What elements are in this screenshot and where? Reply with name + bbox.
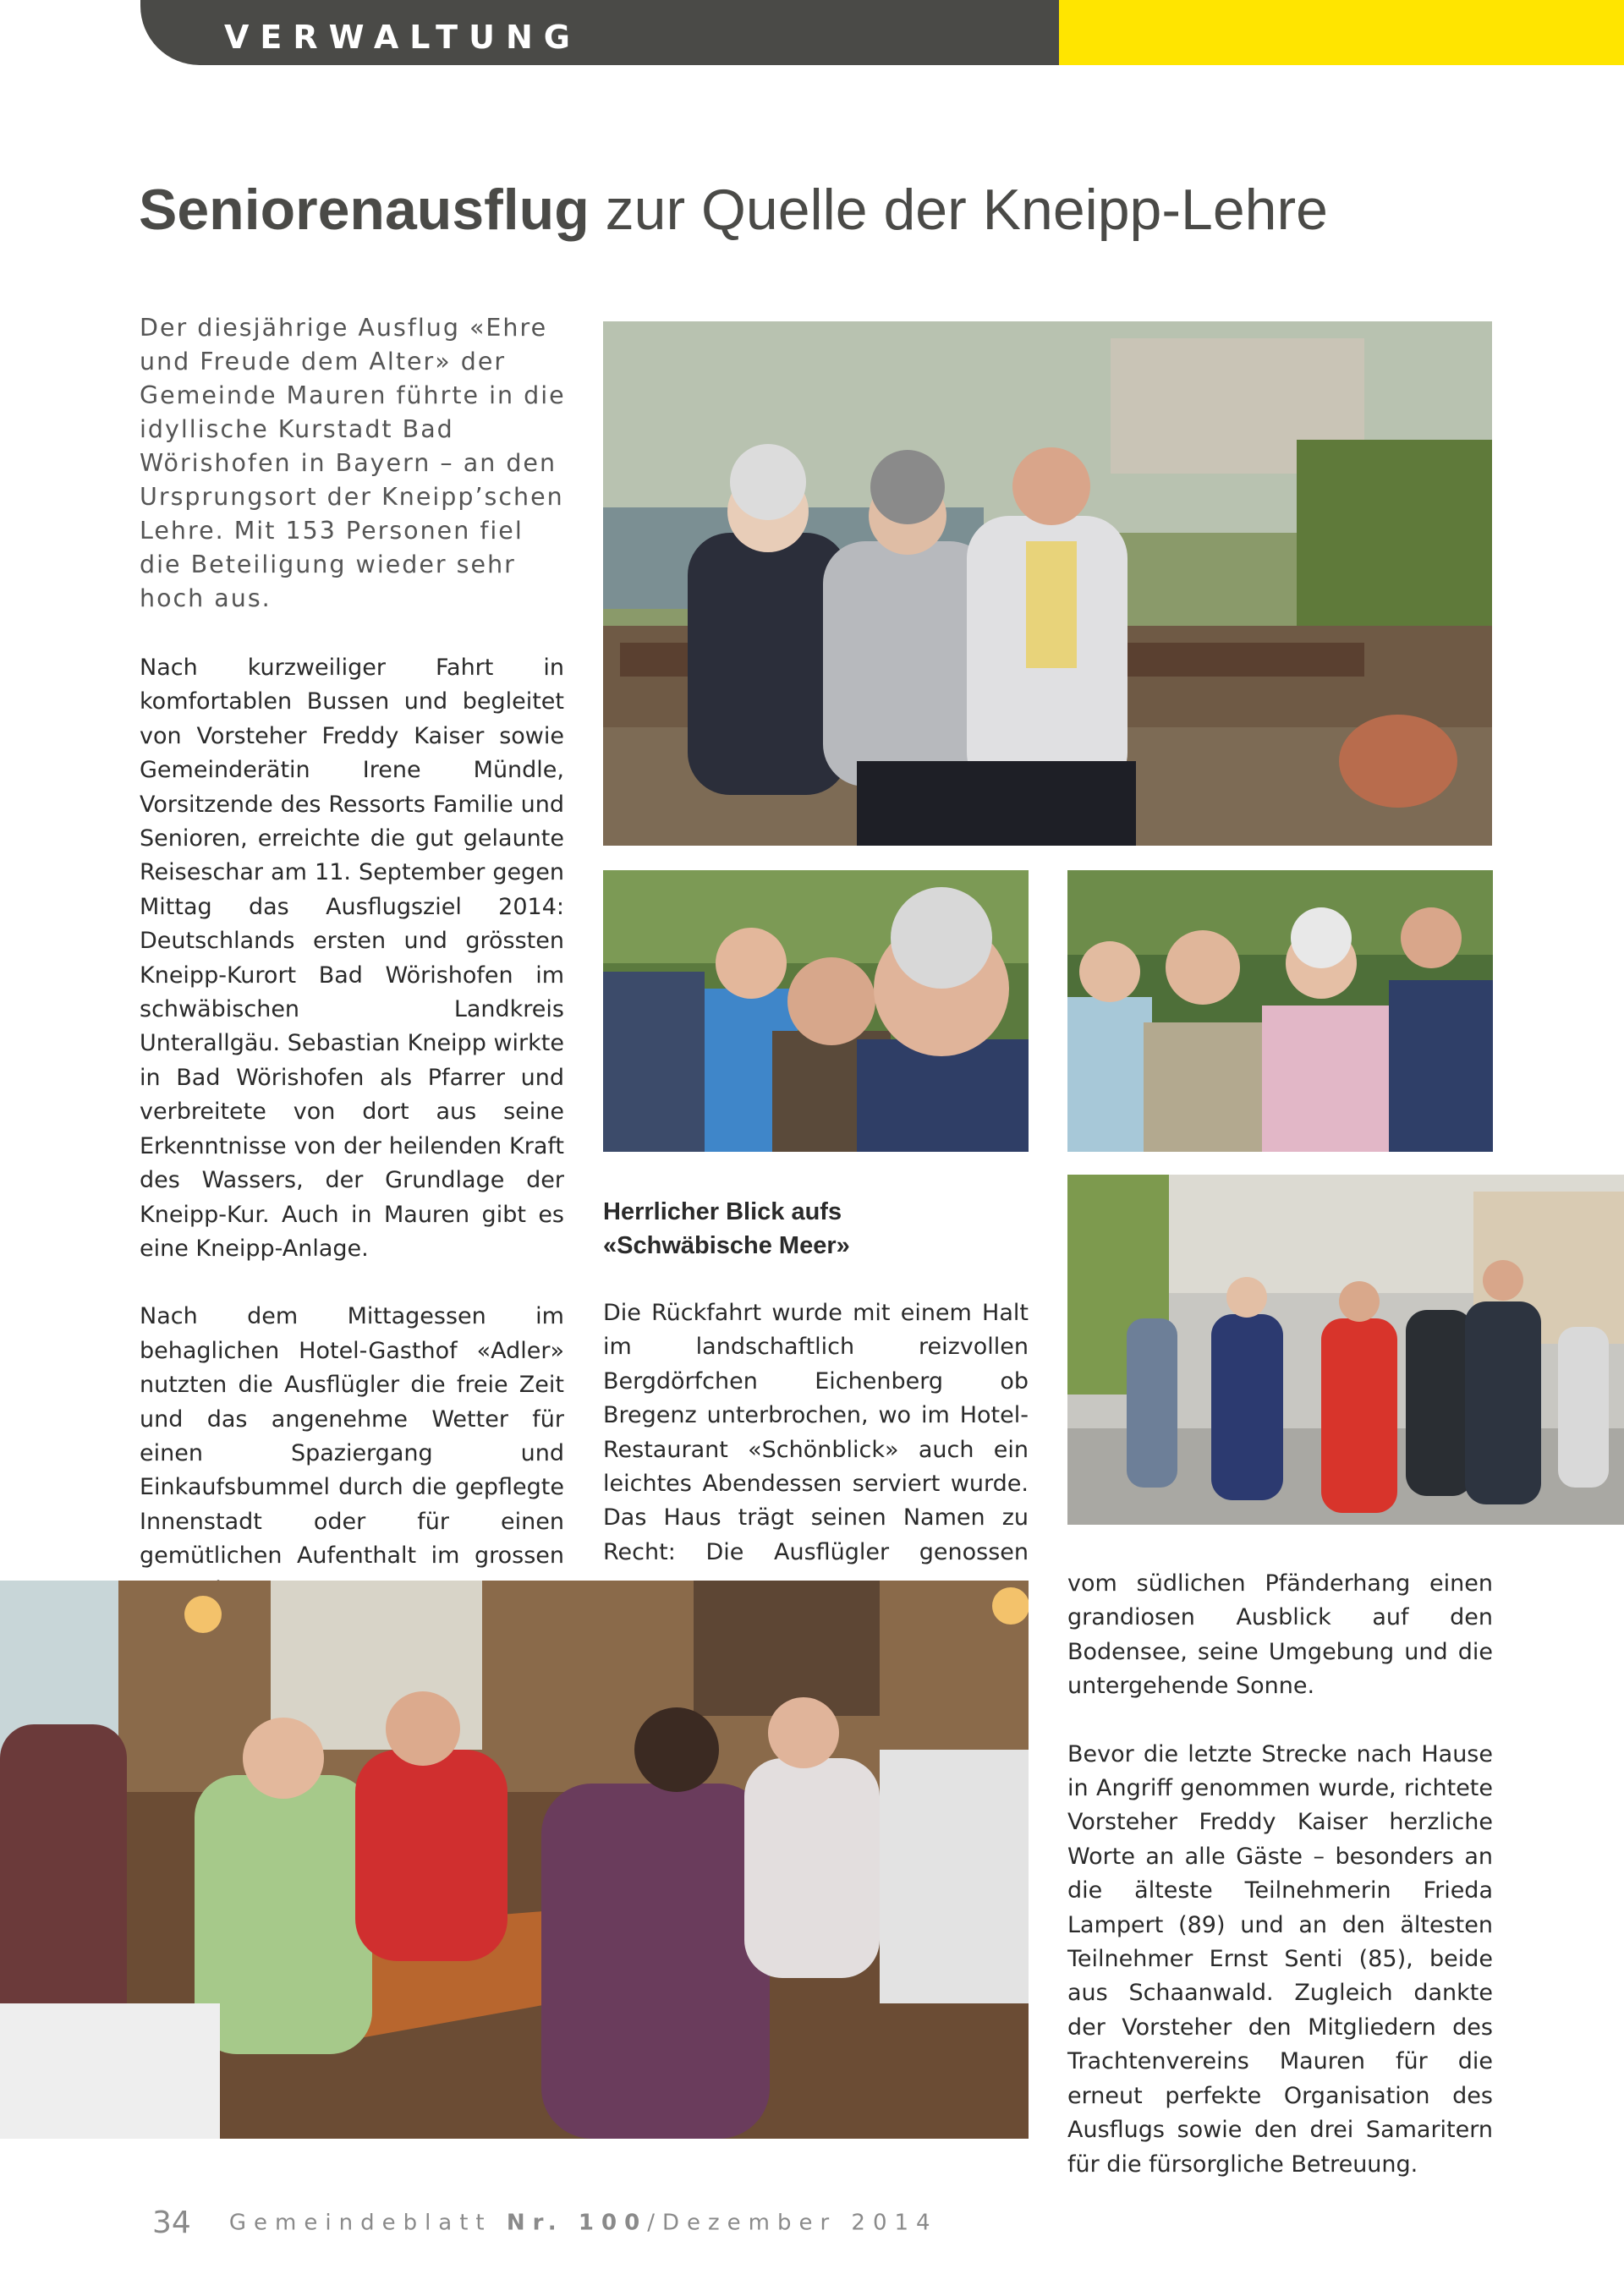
article-column-1	[140, 651, 564, 1608]
publication-info	[229, 2211, 938, 2236]
issue-date: /Dezember 2014	[647, 2210, 938, 2236]
body-paragraph: Die Rückfahrt wurde mit einem Halt im landschaftlich reizvollen Bergdörfchen Eichenberg ob Bregenz unterbrochen, wo im Hotel-Restaurant «Schönblick» auch ein leichtes Abendessen serviert wurde. Das Haus trägt seinen Namen zu Recht: Die Ausflügler genossen	[603, 1300, 1029, 1565]
photo-men-group	[603, 870, 1029, 1152]
body-paragraph: Bevor die letzte Strecke nach Hause in Angriff genommen wurde, richtete Vorsteher Freddy Kaiser herzliche Worte an alle Gäste – besonders an die älteste Teilnehmerin Frieda Lampert (89) und an den ältesten Teilnehmer Ernst Senti (85), beide aus Schaanwald. Zugleich dankte der Vorsteher den Mitgliedern des Trachtenvereins Mauren für die erneut perfekte Organisation des Ausflugs sowie den drei Samaritern für die fürsorgliche Betreuung.	[1067, 1740, 1493, 2178]
page-footer	[152, 2206, 938, 2240]
header-accent-block	[1059, 0, 1624, 65]
photo-women-group	[1067, 870, 1493, 1152]
photo-seniors-on-bench	[603, 321, 1492, 846]
article-title-rest: zur Quelle der Kneipp-Lehre	[605, 178, 1328, 242]
publication-name: Gemeindeblatt	[228, 2210, 492, 2236]
photo-walking-group	[1067, 1175, 1624, 1525]
article-title-bold: Seniorenausflug	[139, 178, 590, 242]
issue-number: 100	[578, 2210, 648, 2236]
body-paragraph: Nach dem Mittagessen im behaglichen Hotel-Gasthof «Adler» nutzten die Ausflügler die freie Zeit und das angenehme Wetter für einen Spaziergang und Einkaufsbummel durch die gepflegte Innenstadt oder für einen gemütlichen Aufenthalt im grossen	[140, 1303, 564, 1570]
article-subheading	[603, 1195, 1029, 1263]
issue-prefix: Nr.	[506, 2210, 564, 2236]
intro-text: Der diesjährige Ausflug «Ehre und Freude dem Alter» der Gemeinde Mauren führte in die idyllische Kurstadt Bad Wörishofen in Bayern – an den Ursprungsort der Kneipp’schen Lehre. Mit 153 Personen fiel die Beteiligung wieder sehr hoch aus.	[140, 314, 566, 612]
subheading-line: «Schwäbische Meer»	[603, 1232, 850, 1259]
article-column-3	[1067, 1567, 1493, 2182]
body-paragraph: vom südlichen Pfänderhang einen grandiosen Ausblick auf den Bodensee, seine Umgebung und die untergehende Sonne.	[1067, 1570, 1493, 1700]
body-paragraph: Nach kurzweiliger Fahrt in komfortablen Bussen und begleitet von Vorsteher Freddy Kaiser sowie Gemeinderätin Irene Mündle, Vorsitzende des Ressorts Familie und Senioren, erreichte die gut gelaunte Reiseschar am 11. September gegen Mittag das Ausflugsziel 2014: Deutschlands ersten und grössten Kneipp-Kurort Bad Wörishofen im schwäbischen Landkreis Unterallgäu. Sebastian Kneipp wirkte in Bad Wörishofen als Pfarrer und verbreitete von dort aus seine Erkenntnisse von der heilenden Kraft des Wassers, der Grundlage der Kneipp-Kur. Auch in Mauren gibt es eine Kneipp-Anlage.	[140, 655, 564, 1262]
photo-restaurant-dinner	[0, 1581, 1029, 2139]
article-intro	[140, 311, 567, 616]
article-column-2	[603, 1195, 1029, 1570]
page-number: 34	[152, 2206, 191, 2240]
article-title	[139, 176, 1328, 245]
subheading-line: Herrlicher Blick aufs	[603, 1198, 842, 1225]
section-title: VERWALTUNG	[224, 19, 581, 56]
